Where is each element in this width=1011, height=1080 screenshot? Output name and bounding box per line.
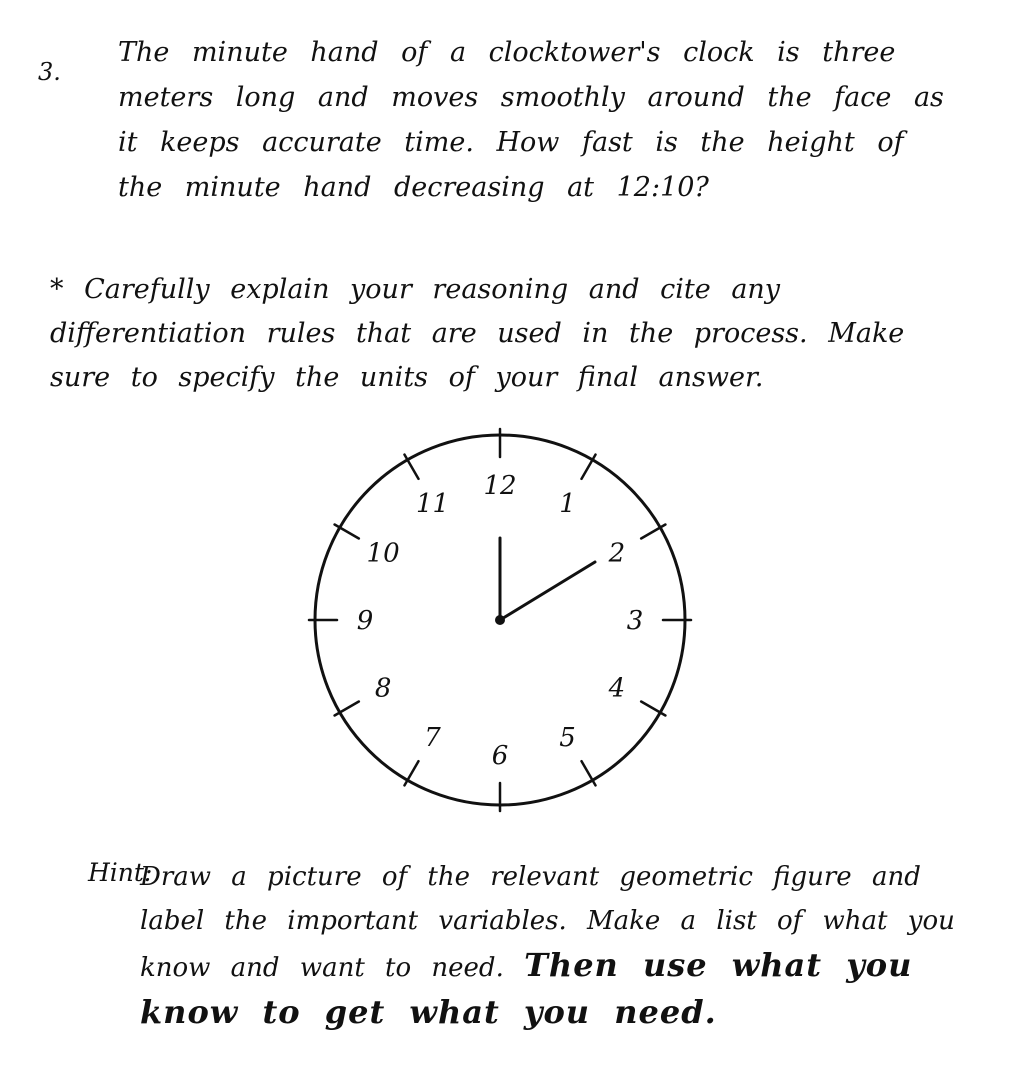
clock-svg xyxy=(300,420,710,830)
hint-text xyxy=(140,855,980,1037)
hint-body: Draw a picture of the relevant geometric figure and label the important variables. Make a list of what you know and want to need. xyxy=(140,862,955,983)
instructions-text: * Carefully explain your reasoning and cite any differentiation rules that are used in the process. Make sure to specify the units of your final answer. xyxy=(50,274,905,393)
hint-emphasis: Then use what you know to get what you need. xyxy=(140,946,913,1031)
clock-center xyxy=(495,615,505,625)
clock-numeral-10: 10 xyxy=(366,538,400,569)
clock-numeral-7: 7 xyxy=(424,722,441,753)
clock-numeral-4: 4 xyxy=(608,673,626,704)
clock-numeral-5: 5 xyxy=(559,722,576,753)
problem-text: The minute hand of a clocktower's clock is three meters long and moves smoothly around the face as it keeps accurate time. How fast is the height of the minute hand decreasing at 12:10? xyxy=(118,37,944,203)
problem-number: 3. xyxy=(38,58,61,86)
hint-label: Hint: xyxy=(88,858,153,887)
clock-figure xyxy=(300,420,710,830)
clock-numeral-3: 3 xyxy=(626,606,644,636)
clock-numeral-6: 6 xyxy=(491,741,509,771)
clock-numeral-9: 9 xyxy=(356,606,374,636)
clock-numeral-12: 12 xyxy=(483,471,517,501)
clock-numeral-11: 11 xyxy=(415,489,450,520)
clock-numeral-8: 8 xyxy=(374,673,392,704)
clock-numeral-2: 2 xyxy=(608,538,626,569)
clock-numeral-1: 1 xyxy=(559,489,576,520)
minute-hand xyxy=(500,562,595,620)
